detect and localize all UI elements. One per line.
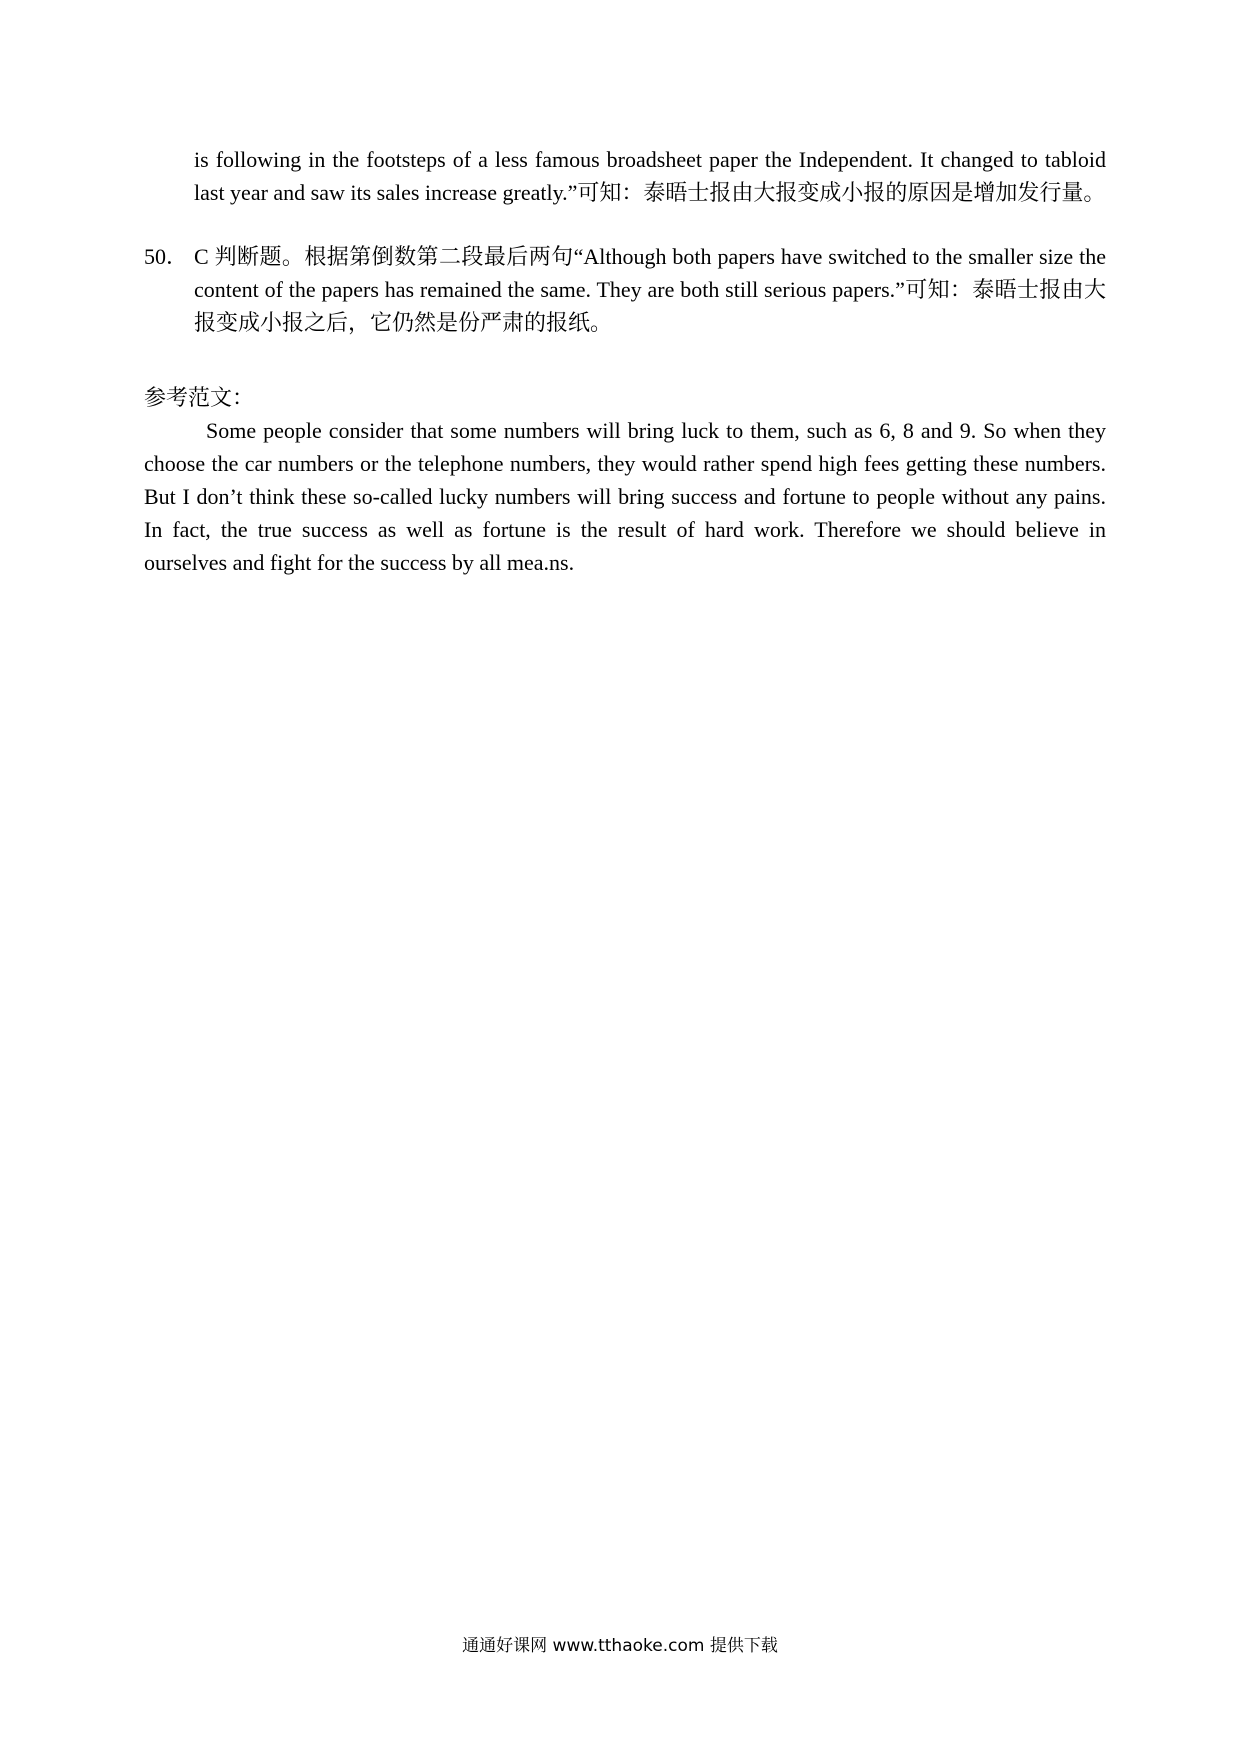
- answer-50: [144, 240, 1106, 339]
- essay-body: Some people consider that some numbers will bring luck to them, such as 6, 8 and 9. So when they choose the car numbers or the telephone numbers, they would rather spend high fees getting these numbers. But I don’t think these so-called lucky numbers will bring success and fortune to people without any pains. In fact, the true success as well as fortune is the result of hard work. Therefore we should believe in ourselves and fight for the success by all mea.ns.: [144, 418, 1106, 575]
- page-footer: 通通好课网 www.tthaoke.com 提供下载: [462, 1636, 778, 1656]
- answer-50-number: 50．: [144, 244, 189, 269]
- answer-50-text: C 判断题。根据第倒数第二段最后两句“Although both papers have switched to the smaller size the content of the papers has remained the same. They are both still serious papers.”可知：泰晤士报由大报变成小报之后，它仍然是份严肃的报纸。: [194, 244, 1106, 335]
- answer-49-continuation: is following in the footsteps of a less famous broadsheet paper the Independent. It changed to tabloid last year and saw its sales increase greatly.”可知：泰晤士报由大报变成小报的原因是增加发行量。: [194, 147, 1106, 205]
- essay-heading: 参考范文：: [144, 385, 255, 410]
